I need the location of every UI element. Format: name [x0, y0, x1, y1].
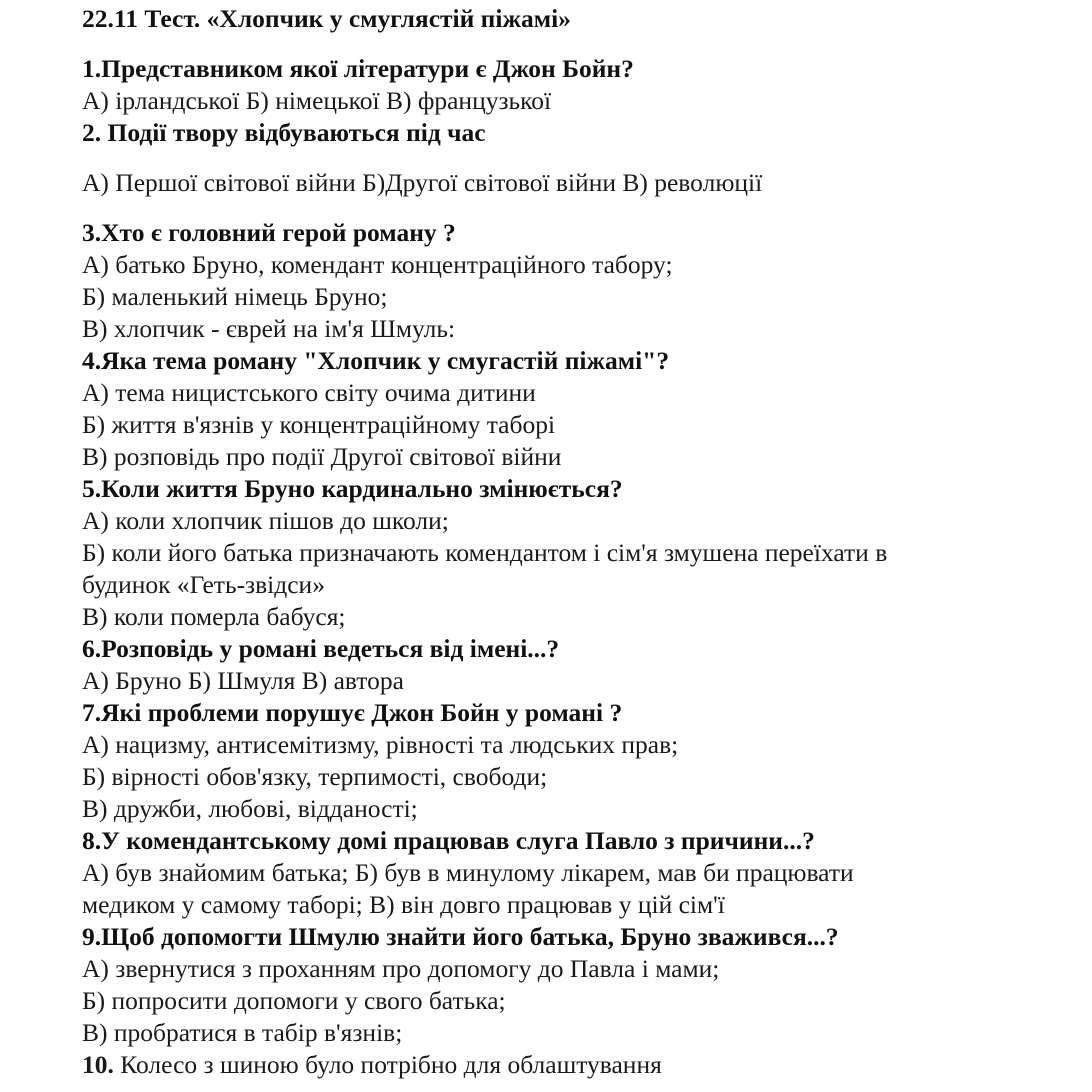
answer-5-3: В) коли померла бабуся; [82, 602, 346, 631]
question-8: 8.У комендантському домі працював слуга Павло з причини...? [82, 826, 815, 855]
answer-6-1: А) Бруно Б) Шмуля В) автора [82, 666, 404, 695]
answer-4-3: В) розповідь про події Другої світової війни [82, 442, 562, 471]
answer-5-2: Б) коли його батька призначають комендантом і сім'я змушена переїхати в [82, 538, 888, 567]
question-10-text: Колесо з шиною було потрібно для облаштування [113, 1050, 662, 1079]
question-10 [82, 1049, 662, 1081]
answer-4-1: А) тема ницистського світу очима дитини [82, 378, 536, 407]
question-2: 2. Події твору відбуваються під час [82, 118, 486, 147]
answer-1-1: А) ірландської Б) німецької В) французької [82, 86, 552, 115]
question-3: 3.Хто є головний герой роману ? [82, 218, 456, 247]
answer-9-1: А) звернутися з проханням про допомогу до Павла і мами; [82, 954, 720, 983]
answer-3-3: В) хлопчик - єврей на ім'я Шмуль: [82, 314, 456, 343]
question-7: 7.Які проблеми порушує Джон Бойн у романі ? [82, 698, 623, 727]
answer-9-2: Б) попросити допомоги у свого батька; [82, 986, 506, 1015]
document-title: 22.11 Тест. «Хлопчик у смуглястій піжамі» [82, 4, 571, 33]
answer-8-1-cont: медиком у самому таборі; В) він довго працював у цій сім'ї [82, 890, 725, 919]
answer-7-1: А) нацизму, антисемітизму, рівності та людських прав; [82, 730, 679, 759]
answer-5-1: А) коли хлопчик пішов до школи; [82, 506, 449, 535]
question-1: 1.Представником якої літератури є Джон Бойн? [82, 54, 634, 83]
answer-8-1: А) був знайомим батька; Б) був в минулому лікарем, мав би працювати [82, 858, 854, 887]
answer-7-3: В) дружби, любові, відданості; [82, 794, 418, 823]
question-5: 5.Коли життя Бруно кардинально змінюється? [82, 474, 623, 503]
answer-4-2: Б) життя в'язнів у концентраційному таборі [82, 410, 556, 439]
answer-9-3: В) пробратися в табір в'язнів; [82, 1018, 403, 1047]
question-9: 9.Щоб допомогти Шмулю знайти його батька, Бруно зважився...? [82, 922, 839, 951]
answer-7-2: Б) вірності обов'язку, терпимості, свободи; [82, 762, 548, 791]
answer-3-2: Б) маленький німець Бруно; [82, 282, 388, 311]
answer-2-1: А) Першої світової війни Б)Другої світової війни В) революції [82, 168, 763, 197]
question-4: 4.Яка тема роману "Хлопчик у смугастій піжамі"? [82, 346, 670, 375]
question-6: 6.Розповідь у романі ведеться від імені...? [82, 634, 560, 663]
question-10-number: 10. [82, 1050, 114, 1079]
answer-3-1: А) батько Бруно, комендант концентраційного табору; [82, 250, 673, 279]
answer-5-2-cont: будинок «Геть-звідси» [82, 570, 325, 599]
